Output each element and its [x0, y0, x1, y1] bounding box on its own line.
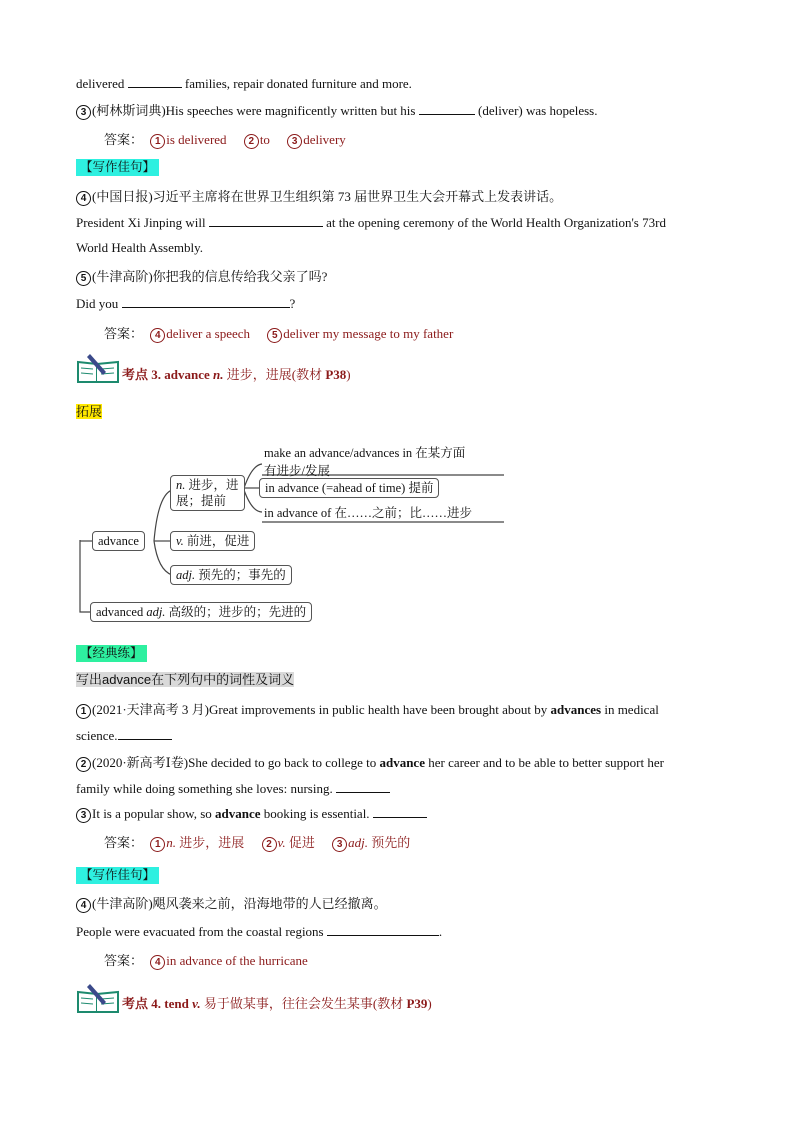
practice-answer: 答案： 1 n. 进步，进展 2 v. 促进 3 adj. 预先的: [104, 835, 411, 850]
text: families, repair donated furniture and more.: [184, 76, 412, 91]
circled-number: 3: [76, 105, 91, 120]
writing2-answer: 答案： 4 in advance of the hurricane: [104, 953, 308, 968]
section-tag-practice: 【经典练】: [76, 645, 147, 662]
key-point-3-title: 考点 3. advance n. 进步，进展(教材 P38): [122, 367, 351, 382]
sentence-line-3: [76, 102, 597, 120]
answer-item: 1 n. 进步，进展: [150, 835, 244, 850]
blank: [128, 75, 182, 88]
mindmap-node-verb: v. 前进，促进: [170, 531, 255, 551]
sentence-line-5: [76, 214, 666, 232]
expand-label: 拓展: [76, 404, 103, 419]
blank: [419, 102, 475, 115]
section-tag-writing: 【写作佳句】: [76, 159, 159, 176]
text: (中国日报)习近平主席将在世界卫生组织第 73 届世界卫生大会开幕式上发表讲话。: [92, 189, 563, 204]
answer-line-1: [104, 131, 346, 149]
blank: [336, 780, 390, 793]
mindmap-noun-sub-2: in advance (=ahead of time) 提前: [259, 478, 439, 498]
blank: [118, 727, 172, 740]
text: delivered: [76, 76, 125, 91]
writing2-q4: 4 (牛津高阶)飓风袭来之前，沿海地带的人已经撤离。: [76, 895, 387, 913]
answer-label: 答案：: [104, 326, 144, 341]
answer-item: 1 is delivered: [150, 132, 226, 147]
mindmap-node-noun: n. 进步，进 展；提前: [170, 475, 245, 511]
blank: [209, 214, 323, 227]
answer-item: 2 v. 促进: [262, 835, 315, 850]
book-pen-icon: [76, 352, 120, 384]
practice-q1-line2: science.: [76, 727, 172, 745]
answer-item: 4 deliver a speech: [150, 326, 250, 341]
answer-item: 3 delivery: [287, 132, 346, 147]
sentence-line-7: [76, 268, 327, 286]
mindmap-node-adj: adj. 预先的；事先的: [170, 565, 292, 585]
blank: [327, 923, 439, 936]
text: ?: [289, 296, 296, 311]
blank: [122, 295, 290, 308]
mindmap-node-advanced: advanced adj. 高级的；进步的；先进的: [90, 602, 312, 622]
mindmap-noun-sub-3: in advance of 在……之前；比……进步: [264, 506, 472, 520]
text: (柯林斯词典)His speeches were magnificently written but his: [92, 103, 416, 118]
text: at the opening ceremony of the World Health Organization's 73rd: [326, 215, 666, 230]
practice-q2-line2: family while doing something she loves: nursing.: [76, 780, 390, 798]
circled-number: 5: [76, 271, 91, 286]
practice-q3: 3 It is a popular show, so advance booking is essential.: [76, 805, 427, 823]
text: (deliver) was hopeless.: [477, 103, 598, 118]
mindmap-noun-sub-1: make an advance/advances in 在某方面 有进步/发展: [264, 446, 466, 478]
answer-line-2: [104, 325, 453, 343]
text: World Health Assembly.: [76, 240, 204, 255]
text: Did you: [76, 296, 119, 311]
sentence-line-4: [76, 188, 562, 206]
key-point-4-title: 考点 4. tend v. 易于做某事，往往会发生某事(教材 P39): [122, 996, 432, 1011]
answer-label: 答案：: [104, 132, 144, 147]
sentence-line-8: [76, 295, 295, 313]
answer-item: 3 adj. 预先的: [332, 835, 410, 850]
blank: [373, 805, 427, 818]
practice-q2: 2 (2020·新高考Ⅰ卷)She decided to go back to college to advance her career and to be able to better support her: [76, 754, 664, 772]
sentence-line-6: [76, 239, 203, 257]
circled-number: 4: [76, 191, 91, 206]
sentence-line-1: [76, 75, 412, 93]
writing2-q4-en: People were evacuated from the coastal regions .: [76, 924, 443, 939]
section-tag-writing-2: 【写作佳句】: [76, 867, 159, 884]
book-pen-icon: [76, 982, 120, 1014]
answer-item: 5 deliver my message to my father: [267, 326, 453, 341]
text: (牛津高阶)你把我的信息传给我父亲了吗?: [92, 269, 328, 284]
practice-q1: 1 (2021·天津高考 3 月)Great improvements in public health have been brought about by advances in medical: [76, 701, 659, 719]
mindmap-root: advance: [92, 531, 145, 551]
text: President Xi Jinping will: [76, 215, 206, 230]
practice-instruction: 写出advance在下列句中的词性及词义: [76, 672, 295, 687]
answer-item: 2 to: [244, 132, 270, 147]
